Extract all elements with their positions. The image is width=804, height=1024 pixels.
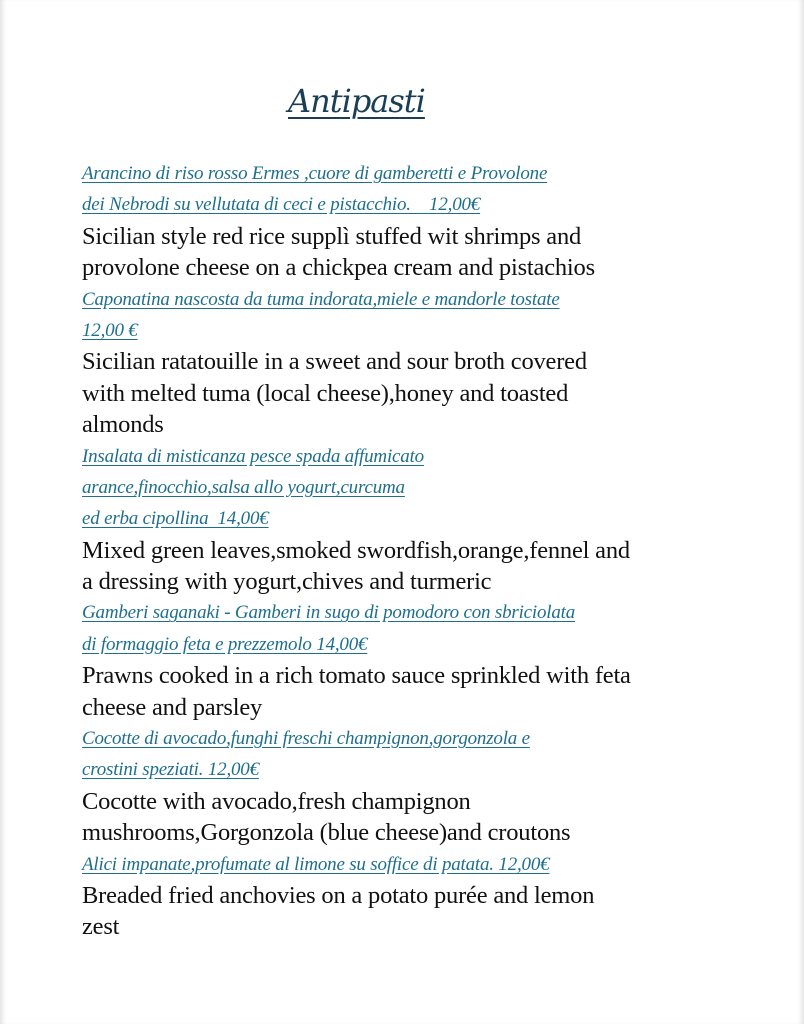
- italian-description-line: Insalata di misticanza pesce spada affumicato: [82, 445, 424, 467]
- menu-item: [82, 723, 782, 849]
- italian-description-line: ed erba cipollina 14,00€: [82, 508, 269, 530]
- menu-item: [82, 849, 782, 943]
- english-description-line: a dressing with yogurt,chives and turmeric: [82, 568, 492, 596]
- english-description-line: Breaded fried anchovies on a potato purée and lemon: [82, 881, 595, 909]
- english-description-line: Mixed green leaves,smoked swordfish,orange,fennel and: [82, 536, 630, 564]
- english-description-line: Cocotte with avocado,fresh champignon: [82, 787, 471, 815]
- italian-description-line: Arancino di riso rosso Ermes ,cuore di gamberetti e Provolone: [82, 163, 548, 184]
- italian-description-line: di formaggio feta e prezzemolo 14,00€: [82, 633, 368, 655]
- italian-description-line: crostini speziati. 12,00€: [82, 759, 259, 781]
- italian-description-line: arance,finocchio,salsa allo yogurt,curcuma: [82, 476, 405, 498]
- english-description-line: Prawns cooked in a rich tomato sauce sprinkled with feta: [82, 662, 631, 690]
- italian-description-line: Gamberi saganaki - Gamberi in sugo di pomodoro con sbriciolata: [82, 602, 576, 624]
- italian-description-line: dei Nebrodi su vellutata di ceci e pistacchio. 12,00€: [82, 194, 481, 216]
- menu-item: [82, 441, 782, 598]
- english-description-line: zest: [82, 913, 120, 941]
- menu-list: [82, 158, 782, 943]
- english-description-line: mushrooms,Gorgonzola (blue cheese)and croutons: [82, 819, 571, 847]
- menu-item: [82, 284, 782, 441]
- italian-description-line: Cocotte di avocado,funghi freschi champignon,gorgonzola e: [82, 728, 530, 750]
- english-description-line: cheese and parsley: [82, 693, 263, 721]
- english-description-line: with melted tuma (local cheese),honey and toasted: [82, 379, 569, 407]
- italian-description-line: 12,00 €: [82, 319, 138, 341]
- menu-item: [82, 597, 782, 723]
- english-description-line: provolone cheese on a chickpea cream and pistachios: [82, 254, 595, 282]
- italian-description-line: Alici impanate,profumate al limone su soffice di patata. 12,00€: [82, 853, 550, 875]
- english-description-line: Sicilian ratatouille in a sweet and sour broth covered: [82, 348, 587, 376]
- english-description-line: Sicilian style red rice supplì stuffed wit shrimps and: [82, 222, 582, 250]
- english-description-line: almonds: [82, 411, 164, 439]
- italian-description-line: Caponatina nascosta da tuma indorata,miele e mandorle tostate: [82, 288, 560, 310]
- section-title: Antipasti: [288, 82, 425, 120]
- menu-item: [82, 158, 782, 284]
